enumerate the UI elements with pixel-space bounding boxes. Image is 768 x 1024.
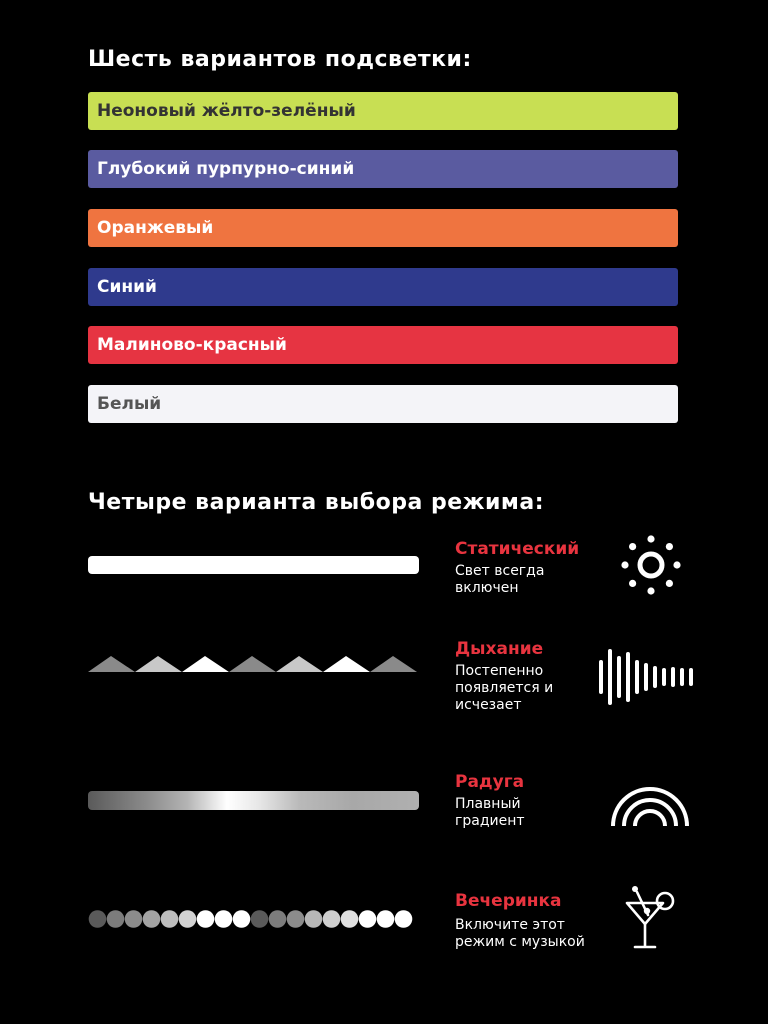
color-option-orange <box>88 209 678 247</box>
party-dot <box>287 910 305 928</box>
breath-triangle <box>323 656 370 672</box>
mode-name-rainbow: Радуга <box>455 772 525 792</box>
static-mode-light-strip <box>88 556 419 574</box>
breathing-mode-light-strip <box>88 652 419 674</box>
party-dot <box>233 910 251 928</box>
party-dot <box>143 910 161 928</box>
party-dot <box>341 910 359 928</box>
party-dot <box>125 910 143 928</box>
party-dot <box>161 910 179 928</box>
colors-section-title: Шесть вариантов подсветки: <box>88 47 472 72</box>
party-mode-light-strip <box>88 909 419 929</box>
color-option-label: Неоновый жёлто-зелёный <box>97 101 356 121</box>
party-dot <box>215 910 233 928</box>
mode-desc-party: Включите этот режим с музыкой <box>455 917 585 950</box>
color-option-label: Синий <box>97 277 157 297</box>
breath-triangle <box>229 656 276 672</box>
party-dot <box>89 910 107 928</box>
party-dot <box>305 910 323 928</box>
color-option-label: Белый <box>97 394 162 414</box>
party-dot <box>197 910 215 928</box>
breath-triangle <box>182 656 229 672</box>
color-option-label: Глубокий пурпурно-синий <box>97 159 355 179</box>
mode-desc-breathing: Постепенно появляется и исчезает <box>455 663 554 713</box>
breath-triangle <box>135 656 182 672</box>
breath-triangle <box>88 656 135 672</box>
sound-wave-icon <box>597 648 697 706</box>
color-option-deep-purple-blue <box>88 150 678 188</box>
party-dot <box>395 910 413 928</box>
mode-name-breathing: Дыхание <box>455 639 544 659</box>
color-option-neon-yellow-green <box>88 92 678 130</box>
mode-name-static: Статический <box>455 539 580 559</box>
modes-section-title: Четыре варианта выбора режима: <box>88 490 545 515</box>
color-option-white <box>88 385 678 423</box>
color-option-label: Малиново-красный <box>97 335 287 355</box>
breath-triangle <box>276 656 323 672</box>
mode-desc-static: Свет всегда включен <box>455 563 545 596</box>
party-dot <box>179 910 197 928</box>
color-option-label: Оранжевый <box>97 218 214 238</box>
breath-triangle <box>370 656 417 672</box>
party-dot <box>107 910 125 928</box>
color-option-blue <box>88 268 678 306</box>
party-dot <box>251 910 269 928</box>
rainbow-mode-gradient-strip <box>88 791 419 810</box>
party-dot <box>323 910 341 928</box>
party-dot <box>359 910 377 928</box>
party-dot <box>377 910 395 928</box>
sun-icon <box>616 530 686 600</box>
party-dot <box>269 910 287 928</box>
cocktail-glass-icon <box>624 884 680 952</box>
mode-desc-rainbow: Плавный градиент <box>455 796 525 829</box>
color-option-crimson-red <box>88 326 678 364</box>
mode-name-party: Вечеринка <box>455 891 562 911</box>
rainbow-arcs-icon <box>609 786 691 828</box>
